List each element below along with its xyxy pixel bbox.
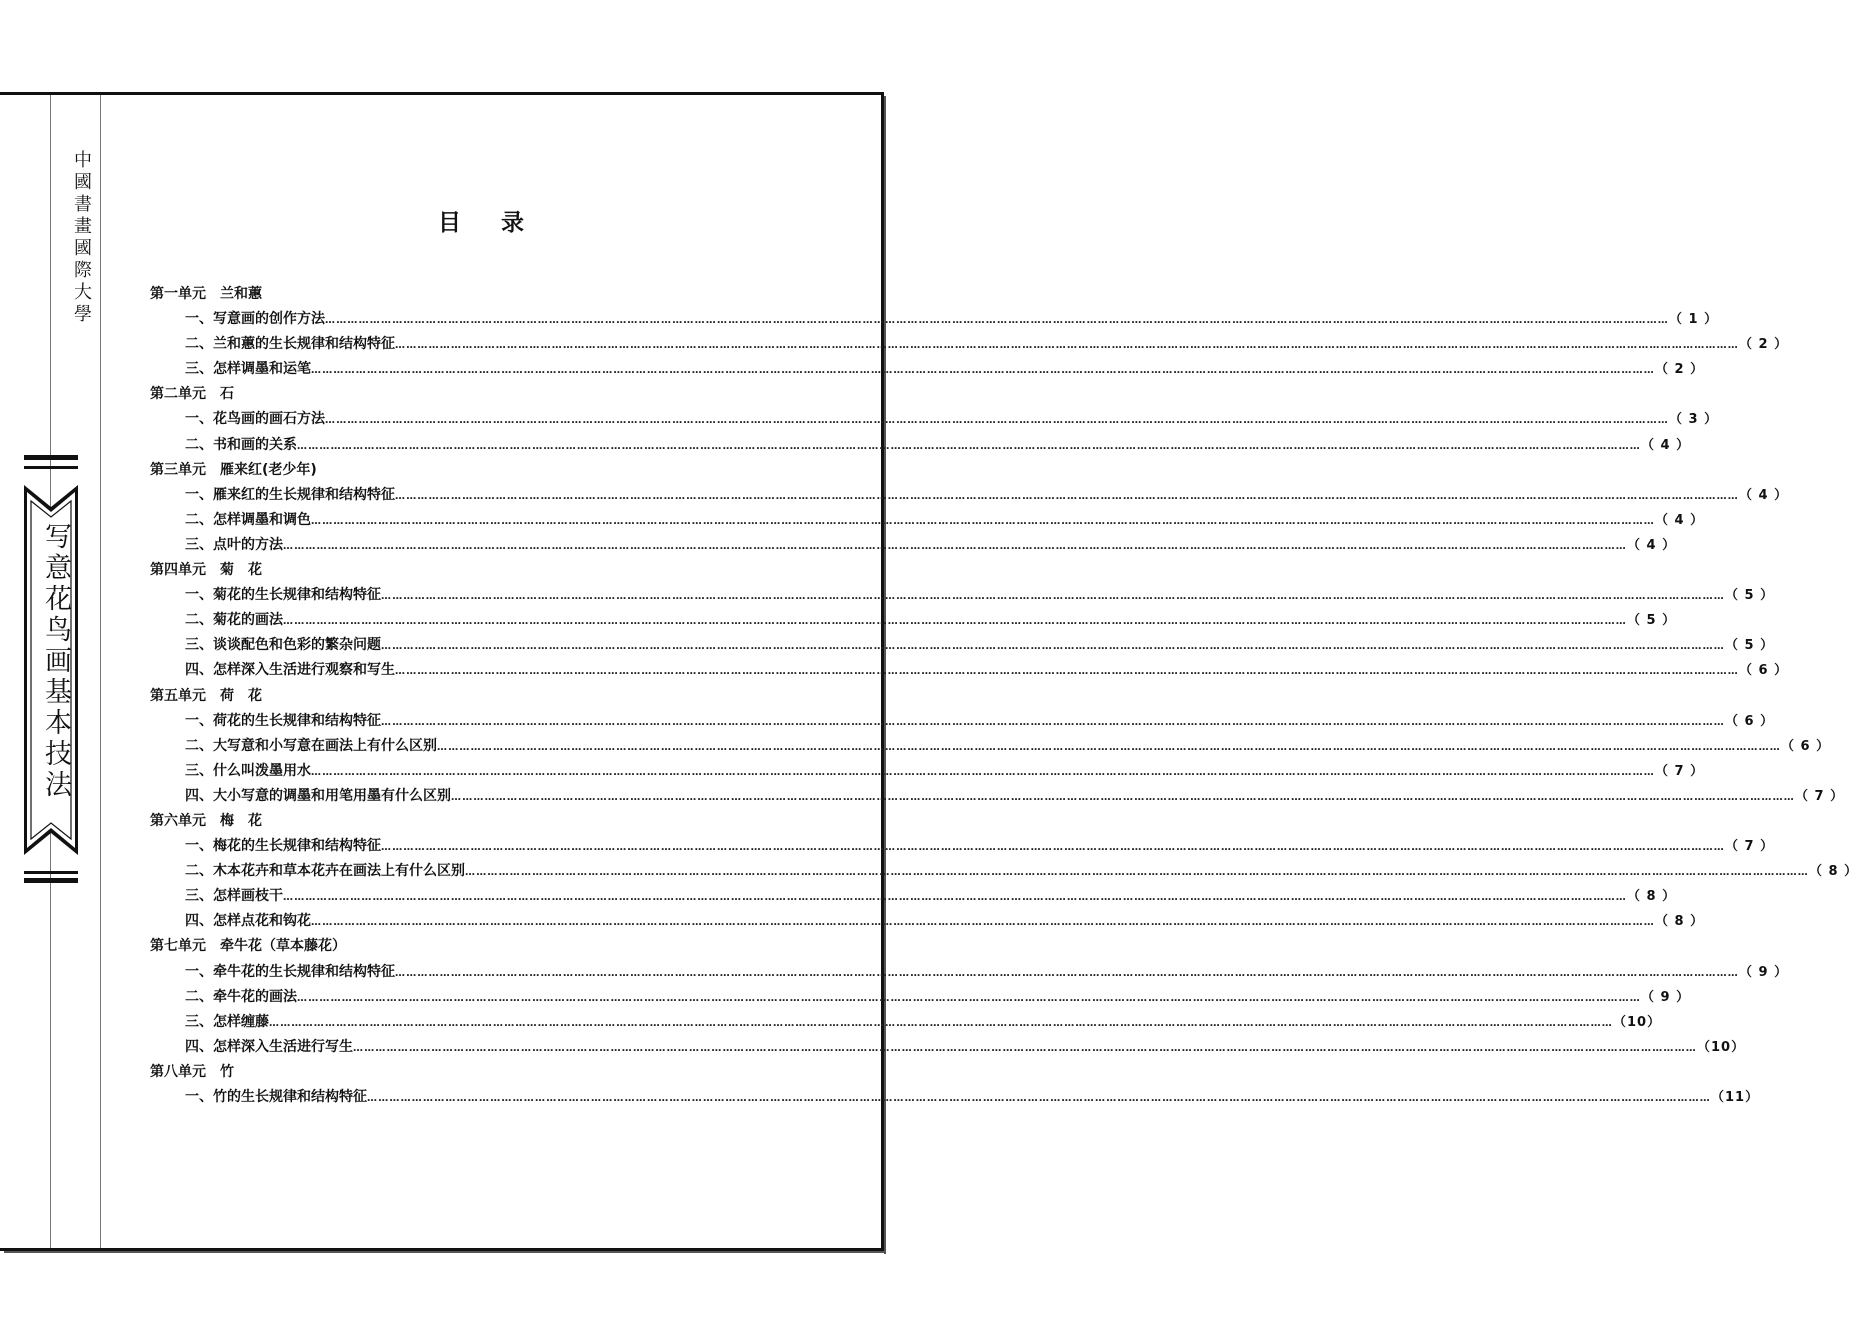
toc-leader-dots: ………………………………………………………………………………………………………………………………………………………………………………………………………………………………………………………………………………………………………………………………: [283, 892, 1627, 904]
toc-entry: [150, 859, 1858, 884]
toc-leader-dots: ………………………………………………………………………………………………………………………………………………………………………………………………………………………………………………………………………………………………………………………………: [353, 1042, 1697, 1054]
toc-unit-title: 第八单元 竹: [150, 1063, 234, 1080]
toc-leader-dots: ………………………………………………………………………………………………………………………………………………………………………………………………………………………………………………………………………………………………………………………………: [311, 365, 1655, 377]
toc-leader-dots: ………………………………………………………………………………………………………………………………………………………………………………………………………………………………………………………………………………………………………………………………: [311, 917, 1655, 929]
toc-entry-page: （ 5 ）: [1725, 588, 1775, 604]
toc-unit-title: 第三单元 雁来红(老少年): [150, 461, 317, 478]
toc-entry: [150, 357, 1705, 382]
toc-entry-page: （ 8 ）: [1809, 864, 1858, 880]
toc-entry-title: 三、点叶的方法: [185, 536, 283, 553]
toc-entry: [150, 985, 1691, 1010]
toc-unit-title: 第四单元 菊 花: [150, 562, 262, 579]
toc-leader-dots: ………………………………………………………………………………………………………………………………………………………………………………………………………………………………………………………………………………………………………………………………: [437, 741, 1781, 753]
toc-entry-title: 一、雁来红的生长规律和结构特征: [185, 486, 395, 503]
toc-leader-dots: ………………………………………………………………………………………………………………………………………………………………………………………………………………………………………………………………………………………………………………………………: [465, 867, 1809, 879]
toc-entry: [150, 483, 1789, 508]
toc-entry-title: 三、怎样调墨和运笔: [185, 361, 311, 378]
toc-entry: [150, 759, 1705, 784]
toc-entry-page: （ 4 ）: [1739, 487, 1789, 503]
toc-leader-dots: ………………………………………………………………………………………………………………………………………………………………………………………………………………………………………………………………………………………………………………………………: [311, 515, 1655, 527]
toc-entry-title: 三、怎样缠藤: [185, 1013, 269, 1030]
toc-entry-page: （ 2 ）: [1655, 362, 1705, 378]
toc-entry-page: （ 7 ）: [1725, 839, 1775, 855]
toc-entry: [150, 407, 1719, 432]
spine-rule-right: [100, 95, 101, 1248]
toc-entry-title: 三、怎样画枝干: [185, 888, 283, 905]
toc-entry-title: 二、兰和蕙的生长规律和结构特征: [185, 336, 395, 353]
toc-entry-page: （ 2 ）: [1739, 337, 1789, 353]
toc-entry-page: （ 9 ）: [1641, 989, 1691, 1005]
toc-leader-dots: ………………………………………………………………………………………………………………………………………………………………………………………………………………………………………………………………………………………………………………………………: [297, 440, 1641, 452]
toc-leader-dots: ………………………………………………………………………………………………………………………………………………………………………………………………………………………………………………………………………………………………………………………………: [381, 591, 1725, 603]
toc-entry-page: （ 3 ）: [1669, 412, 1719, 428]
toc-entry: [150, 658, 1789, 683]
toc-entry-title: 二、菊花的画法: [185, 612, 283, 629]
toc-entry: [150, 608, 1677, 633]
toc-entry-title: 三、什么叫泼墨用水: [185, 762, 311, 779]
toc-entry: [150, 583, 1775, 608]
badge-bottom-bar: [24, 878, 78, 883]
toc-leader-dots: ………………………………………………………………………………………………………………………………………………………………………………………………………………………………………………………………………………………………………………………………: [297, 992, 1641, 1004]
toc-entry-page: （11）: [1711, 1090, 1760, 1105]
toc-entry-page: （ 6 ）: [1781, 738, 1831, 754]
toc-entry-title: 三、谈谈配色和色彩的繁杂问题: [185, 637, 381, 654]
series-title: 中國書畫國際大學: [71, 150, 92, 326]
toc-entry: [150, 734, 1831, 759]
toc-leader-dots: ………………………………………………………………………………………………………………………………………………………………………………………………………………………………………………………………………………………………………………………………: [325, 415, 1669, 427]
toc-entry-page: （ 8 ）: [1627, 889, 1677, 905]
frame-bottom-shadow: [4, 1251, 886, 1253]
toc-entry: [150, 1035, 1746, 1060]
toc-entry-page: （10）: [1697, 1039, 1746, 1055]
toc-entry-title: 二、大写意和小写意在画法上有什么区别: [185, 737, 437, 754]
toc-unit-title: 第七单元 牵牛花（草本藤花）: [150, 938, 346, 955]
toc-entry: [150, 533, 1677, 558]
toc-leader-dots: ………………………………………………………………………………………………………………………………………………………………………………………………………………………………………………………………………………………………………………………………: [395, 340, 1739, 352]
toc-entry: [150, 709, 1775, 734]
toc-leader-dots: ………………………………………………………………………………………………………………………………………………………………………………………………………………………………………………………………………………………………………………………………: [395, 666, 1739, 678]
toc-entry-title: 一、竹的生长规律和结构特征: [185, 1089, 367, 1105]
toc-entry-page: （ 7 ）: [1655, 763, 1705, 779]
toc-unit-title: 第六单元 梅 花: [150, 812, 262, 829]
toc-entry-page: （10）: [1613, 1014, 1662, 1030]
toc-entry-title: 四、怎样点花和钩花: [185, 913, 311, 930]
toc-entry-title: 四、大小写意的调墨和用笔用墨有什么区别: [185, 787, 451, 804]
toc-entry-page: （ 6 ）: [1739, 663, 1789, 679]
toc-entry-title: 一、荷花的生长规律和结构特征: [185, 712, 381, 729]
toc-entry-title: 四、怎样深入生活进行观察和写生: [185, 662, 395, 679]
toc-leader-dots: ………………………………………………………………………………………………………………………………………………………………………………………………………………………………………………………………………………………………………………………………: [283, 540, 1627, 552]
book-title: 写意花鸟画基本技法: [40, 522, 71, 801]
toc-unit-title: 第一单元 兰和蕙: [150, 286, 262, 302]
toc-list: [150, 282, 1858, 1110]
toc-leader-dots: ………………………………………………………………………………………………………………………………………………………………………………………………………………………………………………………………………………………………………………………………: [395, 490, 1739, 502]
toc-entry: [150, 960, 1789, 985]
toc-entry-page: （ 4 ）: [1641, 437, 1691, 453]
toc-entry-title: 一、写意画的创作方法: [185, 311, 325, 328]
badge-top-bar-thin: [24, 466, 78, 469]
toc-leader-dots: ………………………………………………………………………………………………………………………………………………………………………………………………………………………………………………………………………………………………………………………………: [381, 842, 1725, 854]
toc-entry-title: 四、怎样深入生活进行写生: [185, 1038, 353, 1055]
toc-entry-title: 一、菊花的生长规律和结构特征: [185, 587, 381, 604]
badge-top-bar: [24, 455, 78, 460]
toc-entry: [150, 784, 1845, 809]
toc-unit-title: 第二单元 石: [150, 386, 234, 403]
badge-bottom-bar-thin: [24, 871, 78, 874]
toc-entry-title: 二、木本花卉和草本花卉在画法上有什么区别: [185, 863, 465, 880]
frame-top-border: [0, 92, 884, 95]
toc-heading: 目录: [438, 210, 564, 236]
toc-entry-page: （ 6 ）: [1725, 713, 1775, 729]
toc-leader-dots: ………………………………………………………………………………………………………………………………………………………………………………………………………………………………………………………………………………………………………………………………: [381, 716, 1725, 728]
toc-entry-title: 二、牵牛花的画法: [185, 988, 297, 1005]
toc-leader-dots: ………………………………………………………………………………………………………………………………………………………………………………………………………………………………………………………………………………………………………………………………: [381, 641, 1725, 653]
toc-entry: [150, 884, 1677, 909]
toc-leader-dots: ………………………………………………………………………………………………………………………………………………………………………………………………………………………………………………………………………………………………………………………………: [451, 791, 1795, 803]
toc-entry: [150, 1010, 1662, 1035]
toc-entry-page: （ 9 ）: [1739, 964, 1789, 980]
toc-unit-title: 第五单元 荷 花: [150, 687, 262, 704]
toc-entry: [150, 834, 1775, 859]
toc-entry-page: （ 4 ）: [1655, 512, 1705, 528]
toc-leader-dots: ………………………………………………………………………………………………………………………………………………………………………………………………………………………………………………………………………………………………………………………………: [395, 967, 1739, 979]
toc-entry-title: 一、花鸟画的画石方法: [185, 411, 325, 428]
toc-leader-dots: ………………………………………………………………………………………………………………………………………………………………………………………………………………………………………………………………………………………………………………………………: [311, 766, 1655, 778]
toc-entry-title: 一、牵牛花的生长规律和结构特征: [185, 963, 395, 980]
toc-entry-page: （ 8 ）: [1655, 914, 1705, 930]
toc-leader-dots: ………………………………………………………………………………………………………………………………………………………………………………………………………………………………………………………………………………………………………………………………: [367, 1093, 1711, 1104]
toc-entry-page: （ 5 ）: [1627, 613, 1677, 629]
toc-entry-title: 一、梅花的生长规律和结构特征: [185, 838, 381, 855]
toc-leader-dots: ………………………………………………………………………………………………………………………………………………………………………………………………………………………………………………………………………………………………………………………………: [283, 616, 1627, 628]
toc-entry-page: （ 1 ）: [1669, 312, 1719, 328]
toc-entry-page: （ 5 ）: [1725, 638, 1775, 654]
toc-entry: [150, 633, 1775, 658]
toc-leader-dots: ………………………………………………………………………………………………………………………………………………………………………………………………………………………………………………………………………………………………………………………………: [325, 315, 1669, 327]
toc-entry-page: （ 4 ）: [1627, 537, 1677, 553]
toc-entry: [150, 433, 1691, 458]
toc-entry-page: （ 7 ）: [1795, 788, 1845, 804]
toc-entry: [150, 508, 1705, 533]
toc-entry: [150, 307, 1719, 332]
toc-entry: [150, 332, 1789, 357]
toc-entry: [150, 1085, 1760, 1110]
toc-entry: [150, 909, 1705, 934]
toc-entry-title: 二、怎样调墨和调色: [185, 511, 311, 528]
toc-entry-title: 二、书和画的关系: [185, 436, 297, 453]
toc-leader-dots: ………………………………………………………………………………………………………………………………………………………………………………………………………………………………………………………………………………………………………………………………: [269, 1017, 1613, 1029]
